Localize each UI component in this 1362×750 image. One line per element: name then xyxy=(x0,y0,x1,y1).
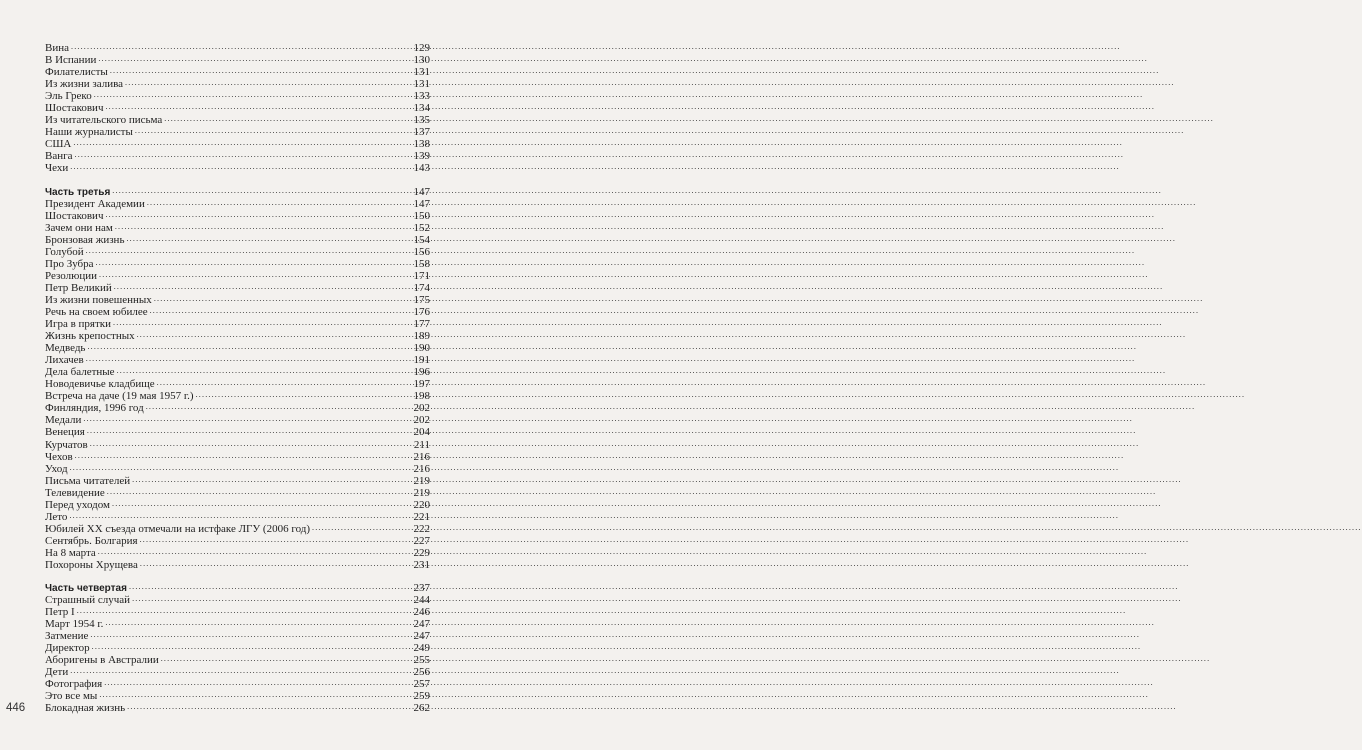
toc-entry-page: 174 xyxy=(413,281,430,294)
dot-leader xyxy=(104,677,410,689)
toc-entry-page: 220 xyxy=(413,498,430,511)
toc-entry-title: Фотография xyxy=(45,678,103,691)
dot-leader xyxy=(70,462,410,474)
toc-entry-page: 204 xyxy=(413,426,430,439)
toc-entry-page: 138 xyxy=(413,138,430,151)
dot-leader xyxy=(114,281,410,293)
dot-leader xyxy=(87,341,410,353)
dot-leader xyxy=(146,401,410,413)
dot-leader xyxy=(126,233,410,245)
dot-leader xyxy=(86,245,410,257)
toc-entry-title: Юбилей XX съезда отмечали на истфаке ЛГУ (2006 год) xyxy=(45,522,311,535)
dot-leader xyxy=(127,701,410,713)
toc-entry-title: Курчатов xyxy=(45,438,88,451)
toc-entry-title: США xyxy=(45,138,72,151)
toc-entry-page: 219 xyxy=(413,486,430,499)
toc-entry-page: 259 xyxy=(413,690,430,703)
dot-leader xyxy=(150,305,410,317)
dot-leader xyxy=(196,389,410,401)
toc-entry-page: 247 xyxy=(413,630,430,643)
toc-entry-title: Резолюции xyxy=(45,269,97,282)
dot-leader xyxy=(96,257,410,269)
toc-entry-title: Телевидение xyxy=(45,486,105,499)
dot-leader xyxy=(117,365,410,377)
toc-entry xyxy=(45,162,430,174)
dot-leader xyxy=(112,498,410,510)
dot-leader xyxy=(161,653,410,665)
dot-leader xyxy=(137,329,410,341)
dot-leader xyxy=(90,438,410,450)
toc-entry-page: 237 xyxy=(413,582,430,595)
dot-leader xyxy=(312,522,410,534)
toc-entry-page: 256 xyxy=(413,666,430,679)
toc-entry-title: Это все мы xyxy=(45,690,98,703)
toc-section-part-four xyxy=(45,582,430,715)
dot-leader xyxy=(98,546,410,558)
toc-entry-page: 189 xyxy=(413,330,430,343)
dot-leader xyxy=(147,197,410,209)
toc-entry-title: Часть третья xyxy=(45,186,111,198)
dot-leader xyxy=(107,486,410,498)
toc-entry-page: 177 xyxy=(413,318,430,331)
toc-section-part-three xyxy=(45,186,430,572)
toc-entry-title: Чехов xyxy=(45,450,73,463)
toc-entry-title: Шостакович xyxy=(45,102,104,115)
toc-entry-page: 137 xyxy=(413,126,430,139)
dot-leader xyxy=(140,534,410,546)
toc-entry-page: 219 xyxy=(413,474,430,487)
toc-entry-page: 257 xyxy=(413,678,430,691)
toc-entry-title: Новодевичье кладбище xyxy=(45,378,155,391)
toc-entry-page: 147 xyxy=(413,197,430,210)
toc-section-continued xyxy=(45,42,430,175)
toc-entry-page: 154 xyxy=(413,233,430,246)
toc-entry-title: Затмение xyxy=(45,630,89,643)
toc-entry-page: 247 xyxy=(413,618,430,631)
dot-leader xyxy=(98,53,410,65)
dot-leader xyxy=(140,558,410,570)
toc-entry-page: 196 xyxy=(413,366,430,379)
toc-entry-title: Медведь xyxy=(45,342,86,355)
toc-entry-title: Наши журналисты xyxy=(45,126,133,139)
dot-leader xyxy=(157,377,410,389)
toc-entry-title: Венеция xyxy=(45,426,85,439)
toc-entry-page: 133 xyxy=(413,90,430,103)
toc-entry-page: 216 xyxy=(413,462,430,475)
dot-leader xyxy=(86,353,410,365)
dot-leader xyxy=(71,41,410,53)
toc-entry-page: 202 xyxy=(413,414,430,427)
book-page xyxy=(0,0,436,750)
toc-entry-page: 262 xyxy=(413,702,430,715)
toc-entry-page: 211 xyxy=(413,438,430,451)
toc-entry-title: Игра в прятки xyxy=(45,318,112,331)
toc-entry-page: 152 xyxy=(413,221,430,234)
toc-entry-page: 246 xyxy=(413,606,430,619)
page-number: 446 xyxy=(6,702,26,714)
toc-entry-title: Голубой xyxy=(45,245,84,258)
toc-entry-title: Петр Великий xyxy=(45,281,112,294)
toc-entry-title: Аборигены в Австралии xyxy=(45,654,159,667)
toc-entry-title: Из читательского письма xyxy=(45,114,163,127)
toc-entry xyxy=(45,559,430,571)
toc-entry-page: 191 xyxy=(413,354,430,367)
toc-entry-page: 131 xyxy=(413,66,430,79)
dot-leader xyxy=(110,65,410,77)
toc-entry-page: 244 xyxy=(413,594,430,607)
dot-leader xyxy=(129,581,410,593)
toc-entry-title: В Испании xyxy=(45,54,97,67)
toc-entry-page: 130 xyxy=(413,54,430,67)
toc-entry-title: Март 1954 г. xyxy=(45,618,104,631)
toc-entry-title: Жизнь крепостных xyxy=(45,330,135,343)
dot-leader xyxy=(135,125,410,137)
dot-leader xyxy=(115,221,410,233)
toc-entry-page: 197 xyxy=(413,378,430,391)
toc-entry-page: 158 xyxy=(413,257,430,270)
toc-entry-page: 227 xyxy=(413,534,430,547)
toc-entry-page: 131 xyxy=(413,78,430,91)
dot-leader xyxy=(87,425,410,437)
table-of-contents xyxy=(45,42,430,715)
dot-leader xyxy=(90,629,410,641)
dot-leader xyxy=(112,185,410,197)
dot-leader xyxy=(75,149,411,161)
toc-entry-title: Дети xyxy=(45,666,69,679)
toc-entry-page: 231 xyxy=(413,558,430,571)
toc-entry-page: 156 xyxy=(413,245,430,258)
toc-entry-title: Финляндия, 1996 год xyxy=(45,402,144,415)
toc-entry-title: Часть четвертая xyxy=(45,583,127,595)
toc-entry-title: Ванга xyxy=(45,150,73,163)
toc-entry-title: Сентябрь. Болгария xyxy=(45,534,138,547)
toc-entry-title: Встреча на даче (19 мая 1957 г.) xyxy=(45,390,194,403)
dot-leader xyxy=(69,510,410,522)
dot-leader xyxy=(99,269,410,281)
dot-leader xyxy=(75,450,410,462)
toc-entry-title: Речь на своем юбилее xyxy=(45,305,148,318)
toc-entry-page: 129 xyxy=(413,42,430,54)
toc-entry-title: Лихачев xyxy=(45,354,84,367)
dot-leader xyxy=(105,209,410,221)
dot-leader xyxy=(73,137,410,149)
toc-entry-page: 171 xyxy=(413,269,430,282)
dot-leader xyxy=(113,317,410,329)
toc-entry-title: Похороны Хрущева xyxy=(45,558,138,571)
dot-leader xyxy=(132,474,410,486)
toc-entry-title: Вина xyxy=(45,42,69,54)
toc-entry-page: 135 xyxy=(413,114,430,127)
toc-entry-title: Перед уходом xyxy=(45,498,111,511)
toc-entry-title: Лето xyxy=(45,510,68,523)
toc-entry-page: 198 xyxy=(413,390,430,403)
dot-leader xyxy=(77,605,410,617)
dot-leader xyxy=(83,413,410,425)
toc-entry-title: Про Зубра xyxy=(45,257,94,270)
toc-entry-title: Шостакович xyxy=(45,209,104,222)
toc-entry-title: Медали xyxy=(45,414,82,427)
toc-entry-title: Эль Греко xyxy=(45,90,92,103)
toc-entry-title: Президент Академии xyxy=(45,197,145,210)
dot-leader xyxy=(70,665,410,677)
toc-entry-title: Письма читателей xyxy=(45,474,131,487)
toc-entry-page: 202 xyxy=(413,402,430,415)
toc-entry-page: 222 xyxy=(413,522,430,535)
toc-entry-page: 229 xyxy=(413,546,430,559)
dot-leader xyxy=(94,89,410,101)
toc-entry-page: 150 xyxy=(413,209,430,222)
toc-entry-page: 143 xyxy=(413,162,430,175)
toc-entry-page: 175 xyxy=(413,293,430,306)
dot-leader xyxy=(132,593,410,605)
toc-entry-page: 139 xyxy=(413,150,430,163)
toc-entry-title: Бронзовая жизнь xyxy=(45,233,125,246)
toc-entry-title: Филателисты xyxy=(45,66,108,79)
toc-entry-page: 221 xyxy=(413,510,430,523)
dot-leader xyxy=(105,617,410,629)
toc-entry-page: 147 xyxy=(413,185,430,198)
dot-leader xyxy=(125,77,410,89)
dot-leader xyxy=(99,689,410,701)
toc-entry-title: Зачем они нам xyxy=(45,221,113,234)
toc-entry-title: Директор xyxy=(45,642,90,655)
dot-leader xyxy=(154,293,410,305)
dot-leader xyxy=(105,101,410,113)
toc-entry-page: 216 xyxy=(413,450,430,463)
toc-entry xyxy=(45,702,430,714)
toc-entry-title: На 8 марта xyxy=(45,546,96,559)
toc-entry-title: Чехи xyxy=(45,162,69,175)
toc-entry-page: 134 xyxy=(413,102,430,115)
toc-entry-title: Блокадная жизнь xyxy=(45,702,126,715)
toc-entry-title: Дела балетные xyxy=(45,366,115,379)
toc-entry-page: 176 xyxy=(413,305,430,318)
dot-leader xyxy=(70,161,410,173)
toc-entry-page: 255 xyxy=(413,654,430,667)
toc-entry-page: 249 xyxy=(413,642,430,655)
toc-entry-title: Из жизни залива xyxy=(45,78,124,91)
toc-entry-page: 190 xyxy=(413,342,430,355)
toc-entry-title: Петр I xyxy=(45,606,75,619)
toc-entry-title: Из жизни повешенных xyxy=(45,293,152,306)
dot-leader xyxy=(92,641,410,653)
toc-entry-title: Страшный случай xyxy=(45,594,131,607)
dot-leader xyxy=(164,113,410,125)
toc-entry-title: Уход xyxy=(45,462,68,475)
